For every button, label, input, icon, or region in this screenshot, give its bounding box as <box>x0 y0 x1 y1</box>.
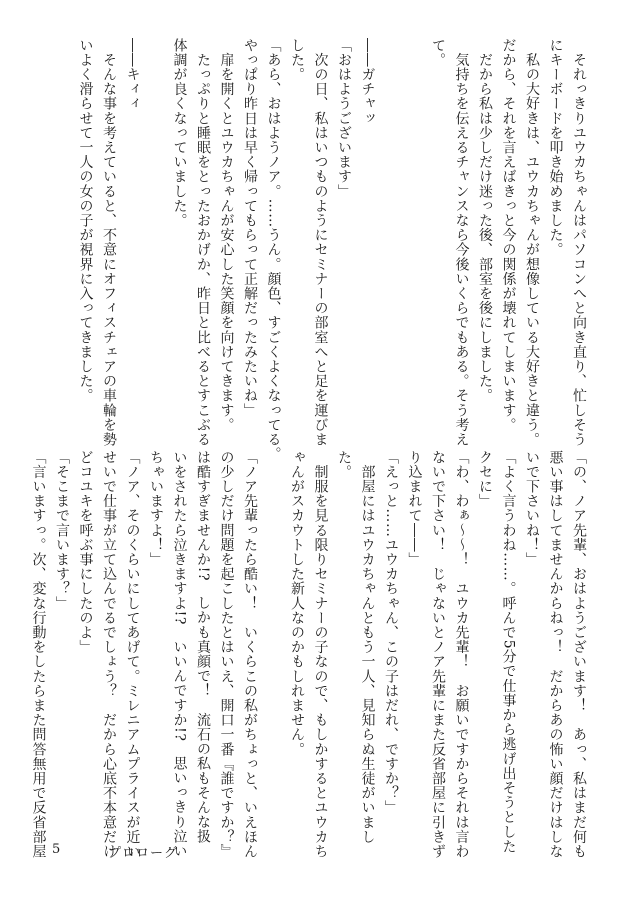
text-line: いで下さいね！」 <box>524 450 540 567</box>
page-number: 5 <box>52 842 61 857</box>
text-line: 体調が良くなっていました。 <box>171 38 188 228</box>
text-line: は酷すぎませんか!? しかも真顔で！ 流石の私もそんな扱 <box>195 450 211 844</box>
text-line: 制服を見る限りセミナーの子なので、もしかするとユウカち <box>312 450 329 859</box>
text-line: 「言いますっ。次、変な行動をしたらまた問答無用で反省部屋 <box>30 450 47 859</box>
text-line: 悪い事はしてませんからねっ！ だからあの怖い顔だけはしな <box>547 450 564 859</box>
text-line: せいで仕事が立て込んでるでしょう？ だから心底不本意だけ <box>101 450 117 859</box>
text-line <box>144 38 168 388</box>
text-line: 「あら、おはようノア。……うん。顔色、すごくよくなってる。 <box>265 38 282 462</box>
text-line: 「の、ノア先輩、おはようございます！ あっ、私はまだ何も <box>571 450 587 859</box>
text-line: ――キィィ <box>124 38 141 111</box>
text-line: いをされたら泣きますよ!? いいんですか!? 思いっきり泣い <box>171 450 188 859</box>
text-line <box>379 38 403 388</box>
text-line: した。 <box>289 38 305 82</box>
text-line: たっぷりと睡眠をとったおかげか、昨日と比べるとすこぶる <box>195 38 211 447</box>
text-line: て。 <box>430 38 446 68</box>
text-line: だから、それを言えばきっと今の関係が壊れてしまいます。 <box>500 38 517 433</box>
text-line: いよく滑らせて一人の女の子が視界に入ってきました。 <box>77 38 94 403</box>
text-line: にキーボードを叩き始めました。 <box>547 38 564 257</box>
text-line: た。 <box>336 450 352 480</box>
text-line: 「おはようございます」 <box>336 38 352 199</box>
text-line: 「えっと……ユウカちゃん、この子はだれ、ですか？」 <box>383 450 399 815</box>
text-line: ちゃいますよ！」 <box>148 450 164 567</box>
text-line: それっきりユウカちゃんはパソコンへと向き直り、忙しそう <box>571 38 587 447</box>
upper-text-block <box>45 38 590 462</box>
text-line: だから私は少しだけ迷った後、部室を後にしました。 <box>477 38 493 403</box>
text-line <box>261 450 285 822</box>
text-line: ゃんがスカウトした新人なのかもしれません。 <box>289 450 305 757</box>
text-line: ――ガチャッ <box>359 38 376 126</box>
text-line <box>402 38 426 388</box>
text-line: クセに」 <box>477 450 493 509</box>
text-line: の少しだけ問題を起こしたとはいえ、開口一番『誰ですか？』 <box>218 450 235 859</box>
text-line: 気持ちを伝えるチャンスなら今後いくらでもある。そう考え <box>453 38 470 447</box>
text-line: ないで下さい！ じゃないとノア先輩にまた反省部屋に引きず <box>430 450 446 859</box>
text-line: 「ノア先輩ったら酷い！ いくらこの私がちょっと、いえほん <box>242 450 258 859</box>
text-line: 扉を開くとユウカちゃんが安心した笑顔を向けてきます。 <box>218 38 235 433</box>
text-line: 次の日、私はいつものようにセミナーの部室へと足を運びま <box>312 38 329 447</box>
text-line: どコユキを呼ぶ事にしたのよ」 <box>77 450 94 655</box>
text-line: やっぱり昨日は早く帰ってもらって正解だったみたいね」 <box>242 38 258 418</box>
text-line: 「わ、わぁ〜〜！ ユウカ先輩！ お願いですからそれは言わ <box>453 450 470 859</box>
text-line: 私の大好きは、ユウカちゃんが想像している大好きと違う。 <box>524 38 540 447</box>
text-line: 「よく言うわね……。呼んで5分で仕事から逃げ出そうとした <box>500 450 517 854</box>
text-line: 「そこまで言います？」 <box>54 450 70 611</box>
text-line: そんな事を考えていると、不意にオフィスチェアの車輪を勢 <box>101 38 117 447</box>
text-line: 部屋にはユウカちゃんともう一人、見知らぬ生徒がいまし <box>359 450 376 845</box>
chapter-title: プロローグ <box>108 846 179 861</box>
text-line: り込まれて――」 <box>406 450 423 567</box>
text-line: 「ノア、そのくらいにしてあげて。ミレニアムプライスが近い <box>124 450 141 859</box>
